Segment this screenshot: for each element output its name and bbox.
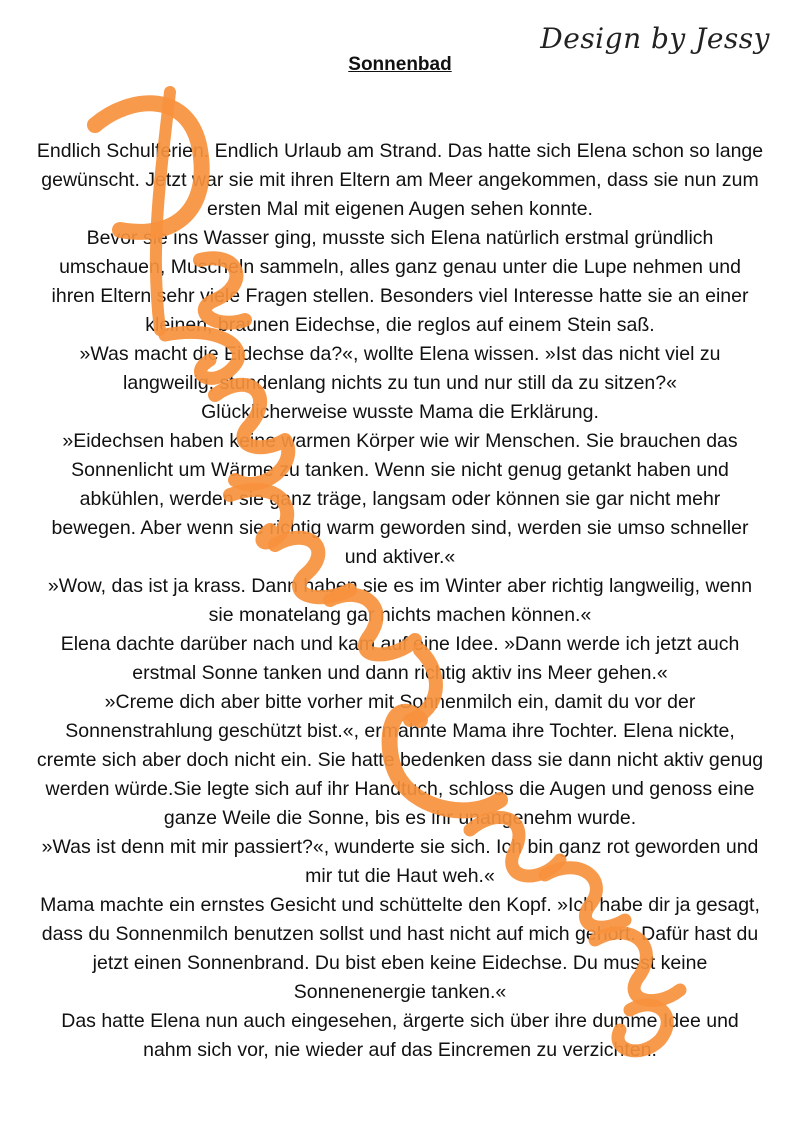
paragraph: Mama machte ein ernstes Gesicht und schüttelte den Kopf. »Ich habe dir ja gesagt, dass du Sonnenmilch benutzen sollst und hast nicht auf mich gehört. Dafür hast du jetzt einen Sonnenbrand. Du bist eben keine Eidechse. Du musst keine Sonnenenergie tanken.« [40, 894, 760, 1003]
paragraph: »Wow, das ist ja krass. Dann haben sie es im Winter aber richtig langweilig, wenn sie monatelang gar nichts machen können.« [47, 575, 753, 626]
story-text [36, 137, 764, 1065]
paragraph: Das hatte Elena nun auch eingesehen, ärgerte sich über ihre dumme Idee und nahm sich vor, nie wieder auf das Eincremen zu verzichten. [61, 1010, 739, 1061]
paragraph: Elena dachte darüber nach und kam auf eine Idee. »Dann werde ich jetzt auch erstmal Sonne tanken und dann richtig aktiv ins Meer gehen.« [60, 633, 740, 684]
page-title: Sonnenbad [348, 54, 452, 75]
paragraph: »Was ist denn mit mir passiert?«, wunderte sie sich. Ich bin ganz rot geworden und mir tut die Haut weh.« [41, 836, 759, 887]
paragraph: »Eidechsen haben keine warmen Körper wie wir Menschen. Sie brauchen das Sonnenlicht um Wärme zu tanken. Wenn sie nicht genug getankt haben und abkühlen, werden sie ganz träge, langsam oder können sie gar nicht mehr bewegen. Aber wenn sie richtig warm geworden sind, werden sie umso schneller und aktiver.« [51, 430, 749, 568]
paragraph: Bevor sie ins Wasser ging, musste sich Elena natürlich erstmal gründlich umschauen, Muscheln sammeln, alles ganz genau unter die Lupe nehmen und ihren Eltern sehr viele Fragen stellen. Besonders viel Interesse hatte sie an einer kleinen, braunen Eidechse, die reglos auf einem Stein saß. [51, 227, 749, 336]
paragraph: »Creme dich aber bitte vorher mit Sonnenmilch ein, damit du vor der Sonnenstrahlung geschützt bist.«, ermahnte Mama ihre Tochter. Elena nickte, cremte sich aber doch nicht ein. Sie hatte bedenken dass sie dann nicht aktiv genug werden würde.Sie legte sich auf ihr Handtuch, schloss die Augen und genoss eine ganze Weile die Sonne, bis es ihr unangenehm wurde. [36, 691, 764, 829]
brand-logo: Design by Jessy [540, 22, 770, 55]
paragraph: Glücklicherweise wusste Mama die Erklärung. [201, 401, 599, 423]
paragraph: »Was macht die Eidechse da?«, wollte Elena wissen. »Ist das nicht viel zu langweilig, stundenlang nichts zu tun und nur still da zu sitzen?« [79, 343, 721, 394]
paragraph: Endlich Schulferien. Endlich Urlaub am Strand. Das hatte sich Elena schon so lange gewünscht. Jetzt war sie mit ihren Eltern am Meer angekommen, dass sie nun zum ersten Mal mit eigenen Augen sehen konnte. [36, 140, 764, 220]
